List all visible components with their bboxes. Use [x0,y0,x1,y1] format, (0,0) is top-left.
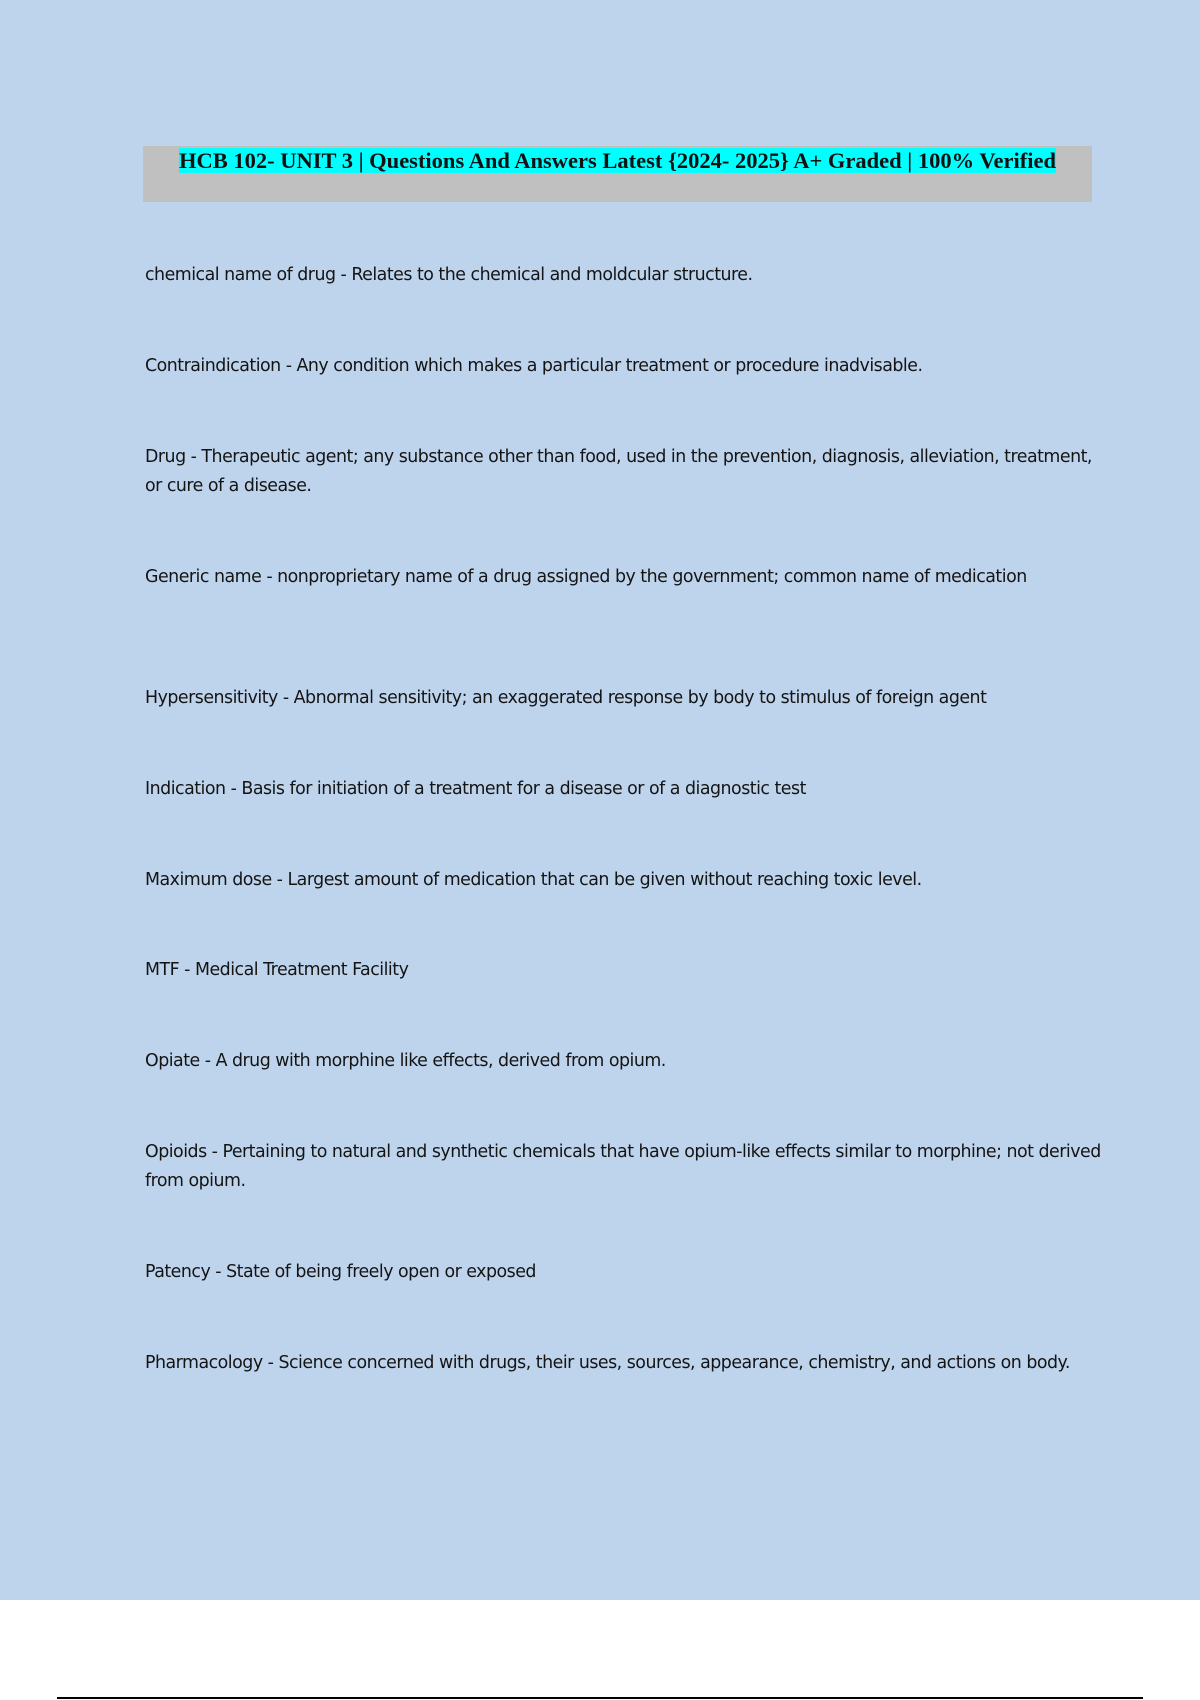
document-title-bar [143,146,1092,202]
entry-pharmacology: Pharmacology - Science concerned with drugs, their uses, sources, appearance, chemistry, and actions on body. [145,1353,1070,1373]
entry-drug: Drug - Therapeutic agent; any substance other than food, used in the prevention, diagnosis, alleviation, treatment, or cure of a disease. [145,447,1092,496]
footer-divider [57,1697,1143,1699]
entry-indication: Indication - Basis for initiation of a treatment for a disease or of a diagnostic test [145,779,806,799]
entry-contraindication: Contraindication - Any condition which makes a particular treatment or procedure inadvisable. [145,356,923,376]
entry-hypersensitivity: Hypersensitivity - Abnormal sensitivity; an exaggerated response by body to stimulus of foreign agent [145,688,987,708]
entry-patency: Patency - State of being freely open or exposed [145,1262,536,1282]
entry-opiate: Opiate - A drug with morphine like effects, derived from opium. [145,1051,666,1071]
entry-mtf: MTF - Medical Treatment Facility [145,960,409,980]
entry-chemical-name: chemical name of drug - Relates to the chemical and moldcular structure. [145,265,753,285]
document-title: HCB 102- UNIT 3 | Questions And Answers Latest {2024- 2025} A+ Graded | 100% Verified [179,148,1056,173]
entry-generic-name: Generic name - nonproprietary name of a drug assigned by the government; common name of medication [145,567,1027,587]
entry-opioids: Opioids - Pertaining to natural and synthetic chemicals that have opium-like effects similar to morphine; not derived from opium. [145,1142,1101,1191]
entry-maximum-dose: Maximum dose - Largest amount of medication that can be given without reaching toxic level. [145,870,922,890]
